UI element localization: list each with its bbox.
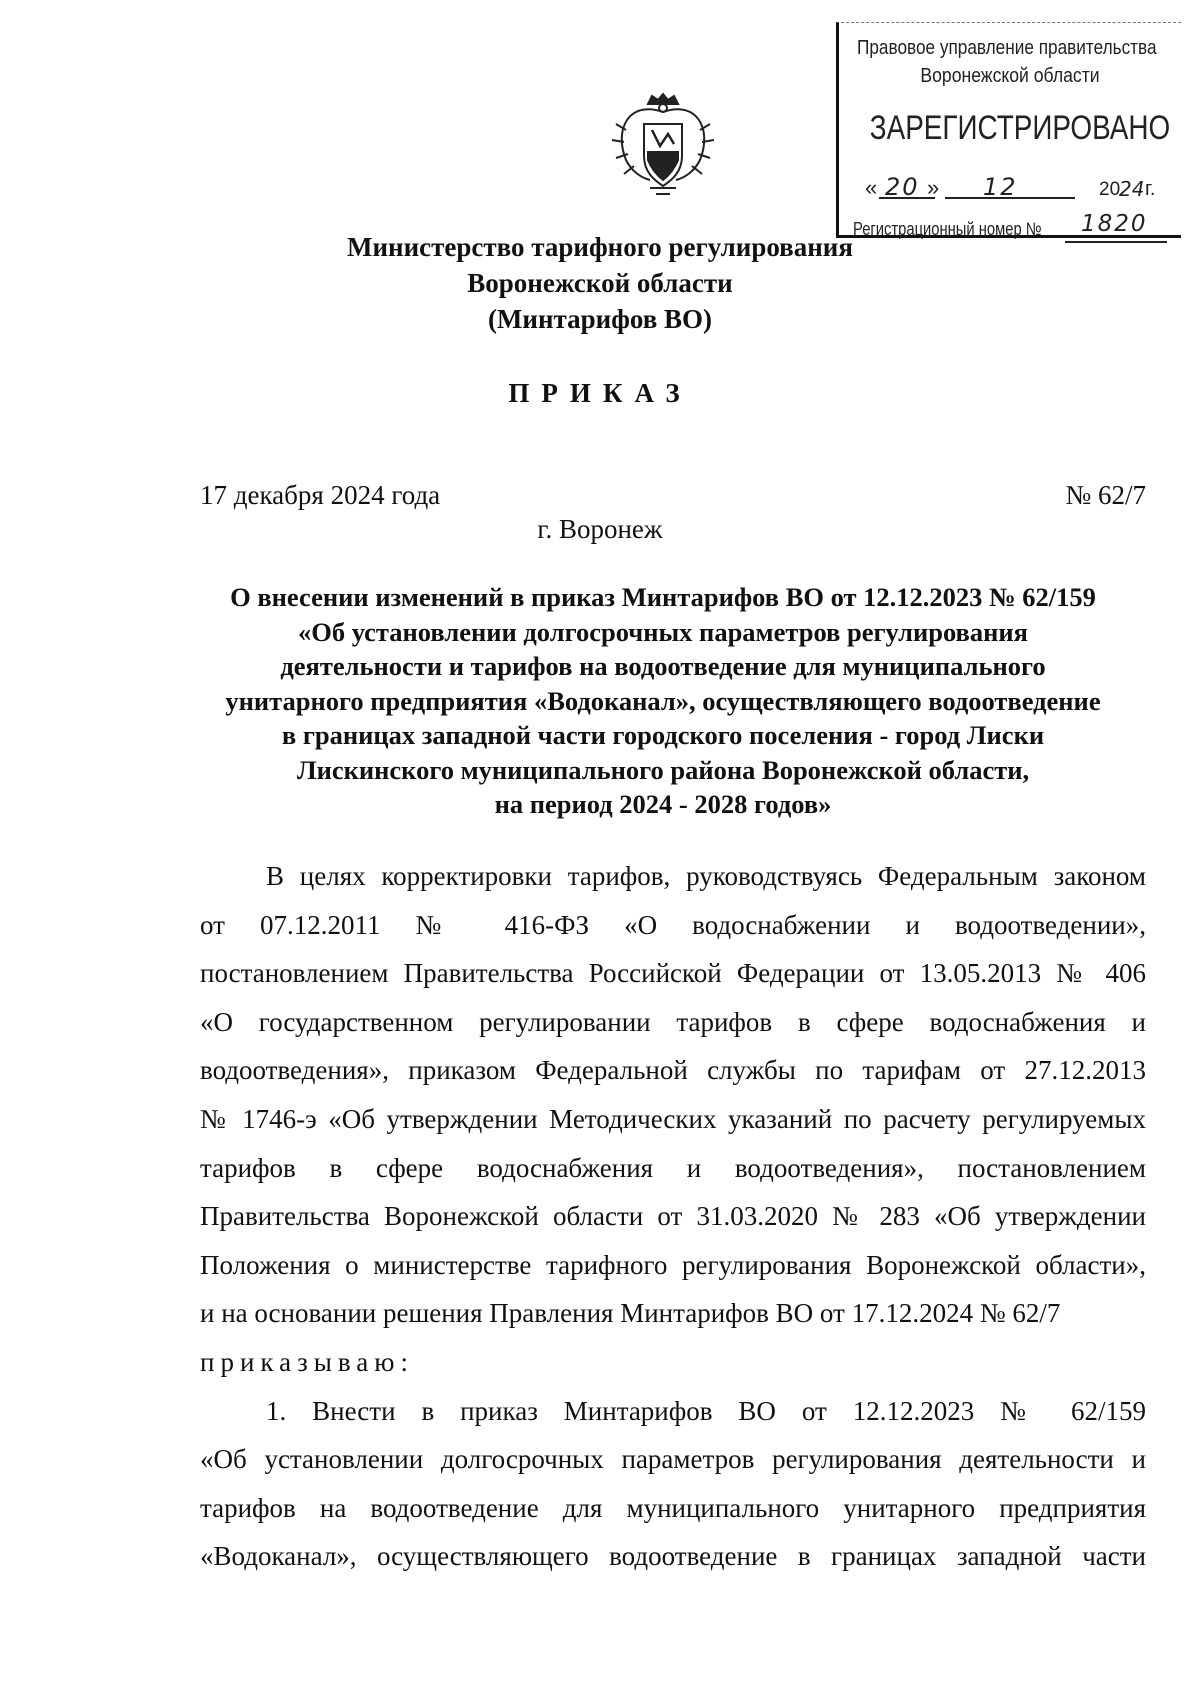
- document-city: г. Воронеж: [537, 514, 663, 544]
- stamp-year-unit: г.: [1145, 178, 1156, 200]
- stamp-authority: Правовое управление правительства: [857, 37, 1157, 59]
- title-line: унитарного предприятия «Водоканал», осуществляющего водоотведение: [225, 685, 1101, 716]
- body-line: водоотведения», приказом Федеральной службы по тарифам от 27.12.2013: [200, 1055, 1146, 1086]
- stamp-number: 1820: [1081, 211, 1148, 237]
- stamp-date: [865, 171, 1165, 201]
- body-line: Положения о министерстве тарифного регулирования Воронежской области»,: [200, 1249, 1146, 1280]
- body-line: «О государственном регулировании тарифов в сфере водоснабжения и: [200, 1006, 1146, 1037]
- stamp-region: Воронежской области: [920, 65, 1100, 87]
- stamp-day: 20: [885, 173, 920, 201]
- stamp-quote-close: »: [927, 175, 940, 200]
- stamp-quote-open: «: [865, 175, 878, 200]
- title-line: в границах западной части городского поселения - город Лиски: [281, 720, 1045, 750]
- title-line: на период 2024 - 2028 годов»: [494, 789, 832, 819]
- document-type: ПРИКАЗ: [508, 378, 692, 408]
- body-line: «Водоканал», осуществляющего водоотведение в границах западной части: [200, 1541, 1146, 1572]
- body-line: Правительства Воронежской области от 31.03.2020 № 283 «Об утверждении: [200, 1201, 1146, 1232]
- body-line: № 1746-э «Об утверждении Методических указаний по расчету регулируемых: [200, 1103, 1146, 1134]
- document-date: 17 декабря 2024 года: [200, 480, 441, 510]
- document-body: [200, 852, 1146, 1581]
- registration-stamp: [836, 22, 1181, 238]
- stamp-day-underline: [879, 197, 935, 199]
- stamp-month: 12: [983, 173, 1018, 201]
- title-line: деятельности и тарифов на водоотведение для муниципального: [280, 651, 1046, 681]
- body-line: 1. Внести в приказ Минтарифов ВО от 12.12.2023 № 62/159: [266, 1395, 1146, 1426]
- body-line: В целях корректировки тарифов, руководствуясь Федеральным законом: [266, 861, 1146, 891]
- body-line: «Об установлении долгосрочных параметров регулирования деятельности и: [200, 1444, 1146, 1475]
- body-line: от 07.12.2011 № 416-ФЗ «О водоснабжении и водоотведении»,: [200, 909, 1146, 940]
- body-line: тарифов в сфере водоснабжения и водоотведения», постановлением: [200, 1152, 1146, 1183]
- body-line-decree-word: приказываю:: [200, 1346, 414, 1377]
- document-number: № 62/7: [1065, 480, 1146, 510]
- ministry-short-name: (Минтарифов ВО): [487, 304, 713, 334]
- body-line: тарифов на водоотведение для муниципального унитарного предприятия: [200, 1492, 1146, 1523]
- body-line: постановлением Правительства Российской Федерации от 13.05.2013 № 406: [200, 958, 1146, 989]
- ministry-name-line2: Воронежской области: [467, 268, 733, 298]
- stamp-year-suffix: 24: [1119, 177, 1145, 201]
- document-title: [180, 580, 1146, 822]
- title-line: Лискинского муниципального района Воронежской области,: [296, 754, 1030, 785]
- coat-of-arms-icon: [608, 90, 718, 200]
- title-line: «Об установлении долгосрочных параметров регулирования: [298, 616, 1028, 647]
- stamp-registered: ЗАРЕГИСТРИРОВАНО: [869, 109, 1171, 147]
- stamp-year-prefix: 20: [1099, 179, 1121, 200]
- ministry-name-line1: Министерство тарифного регулирования: [347, 232, 853, 262]
- stamp-number-label: Регистрационный номер №: [853, 219, 1042, 239]
- title-line: О внесении изменений в приказ Минтарифов ВО от 12.12.2023 № 62/159: [230, 582, 1096, 612]
- stamp-month-underline: [945, 197, 1075, 199]
- body-line: и на основании решения Правления Минтарифов ВО от 17.12.2024 № 62/7: [200, 1298, 1061, 1329]
